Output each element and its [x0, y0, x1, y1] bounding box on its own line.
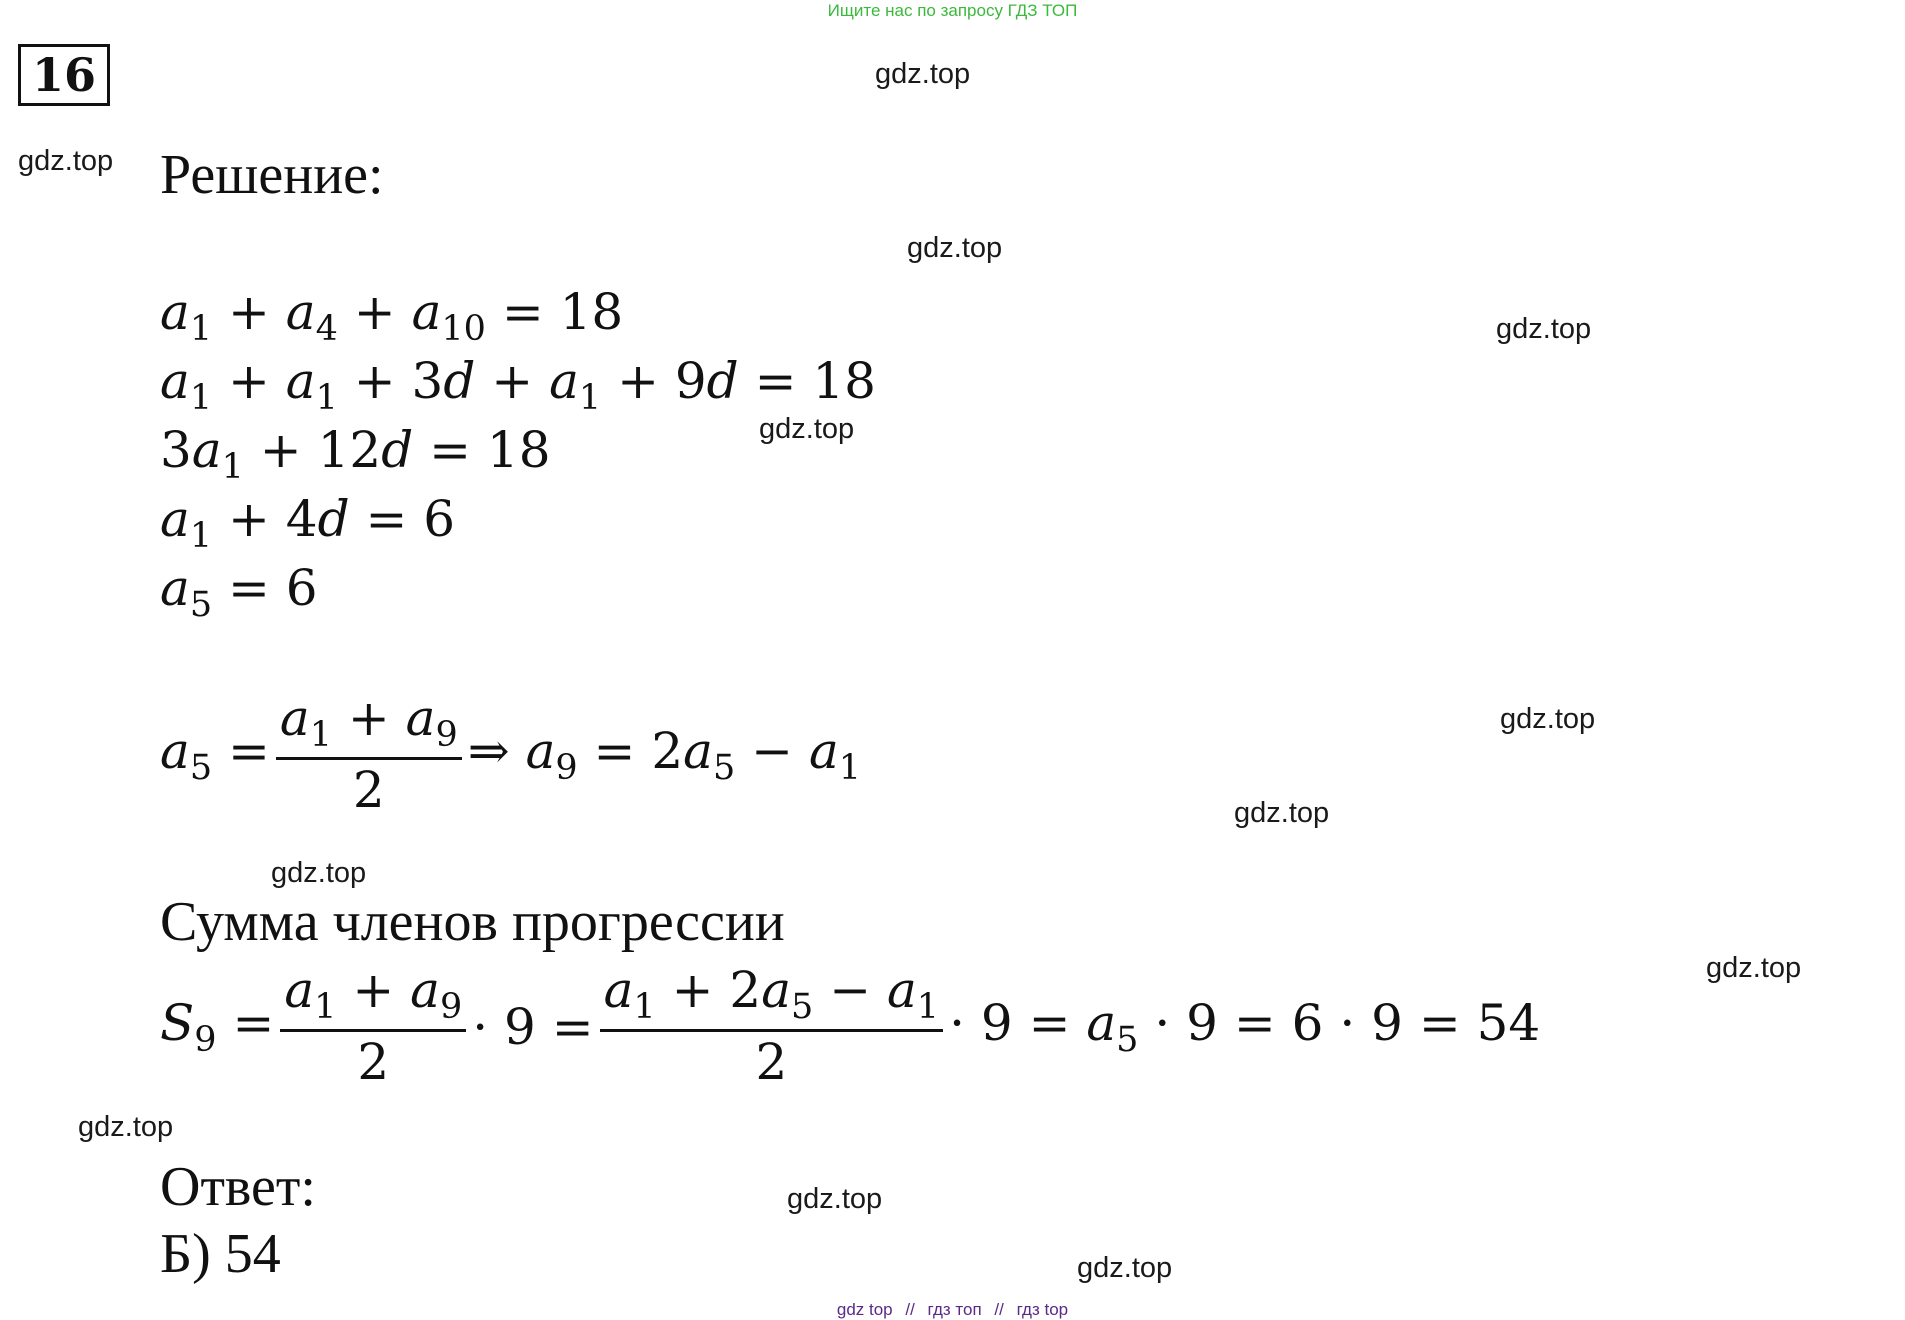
watermark: gdz.top	[875, 58, 971, 90]
equation-line-3: $3a_1 + 12d = 18$	[160, 421, 551, 488]
watermark: gdz.top	[1500, 703, 1596, 735]
answer-value: Б) 54	[160, 1223, 281, 1285]
equation-middle-term: $a_5$ = $\frac{a_1 + a_9}{2}$ ⇒ $a_9 = 2a_5 - a_1$	[160, 689, 862, 820]
watermark: gdz.top	[78, 1111, 174, 1143]
watermark: gdz.top	[18, 145, 114, 177]
task-number: 16	[18, 44, 110, 106]
equation-sum: $S_9$ = $\frac{a_1 + a_9}{2}$ · 9 = $\frac{a_1 + 2a_5 - a_1}{2}$ · $9 = a_5 \cdot 9 = 6 \cdot 9 = 54$	[160, 961, 1541, 1092]
watermark: gdz.top	[907, 232, 1003, 264]
solution-heading: Решение:	[160, 144, 384, 206]
watermark: gdz.top	[759, 413, 855, 445]
sum-heading: Сумма членов прогрессии	[160, 891, 785, 953]
footer-separator: //	[905, 1300, 915, 1319]
equation-line-4: $a_1 + 4d = 6$	[160, 490, 456, 557]
watermark: gdz.top	[1234, 797, 1330, 829]
watermark: gdz.top	[1706, 952, 1802, 984]
footer-link[interactable]: гдз top	[1016, 1300, 1069, 1319]
footer-separator: //	[994, 1300, 1004, 1319]
watermark: gdz.top	[271, 857, 367, 889]
footer-links	[0, 1300, 1905, 1320]
watermark: gdz.top	[1496, 313, 1592, 345]
equation-line-5: $a_5 = 6$	[160, 559, 318, 626]
equation-line-2: $a_1 + a_1 + 3d + a_1 + 9d = 18$	[160, 352, 876, 419]
equation-line-1: $a_1 + a_4 + a_{10} = 18$	[160, 283, 624, 350]
watermark: gdz.top	[787, 1183, 883, 1215]
footer-link[interactable]: гдз топ	[927, 1300, 982, 1319]
footer-link[interactable]: gdz top	[836, 1300, 893, 1319]
search-hint-banner: Ищите нас по запросу ГДЗ ТОП	[827, 1, 1078, 20]
answer-heading: Ответ:	[160, 1156, 316, 1218]
watermark: gdz.top	[1077, 1252, 1173, 1284]
